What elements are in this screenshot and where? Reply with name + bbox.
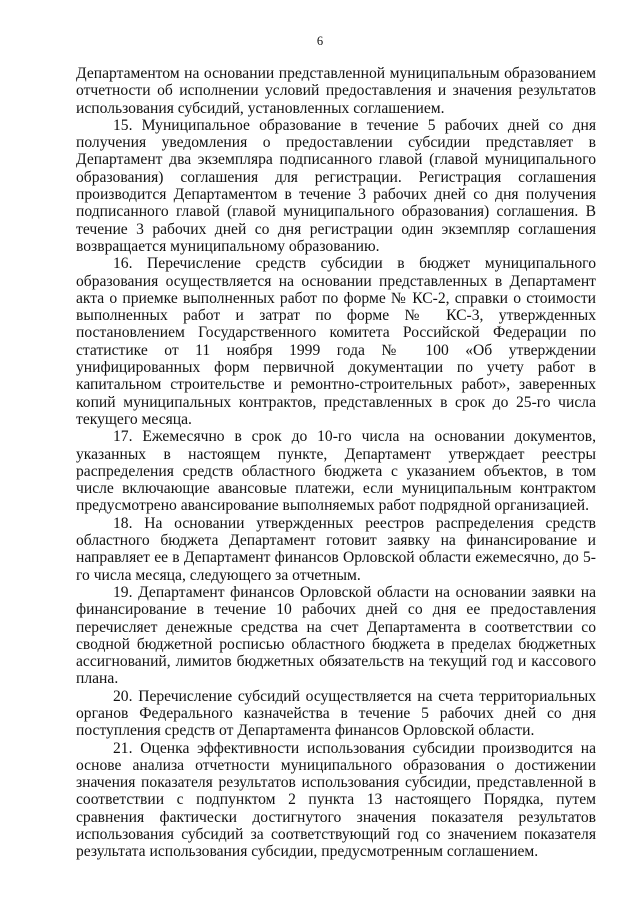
paragraph-18: 18. На основании утвержденных реестров распределения средств областного бюджета Департамент готовит заявку на финансирование и направляет ее в Департамент финансов Орловской области ежемесячно, до 5-го числа месяца, следующего за отчетным. [76, 514, 596, 584]
paragraph-continuation: Департаментом на основании представленной муниципальным образованием отчетности об исполнении условий предоставления и значения результатов использования субсидий, установленных соглашением. [76, 65, 596, 117]
paragraph-21: 21. Оценка эффективности использования субсидии производится на основе анализа отчетности муниципального образования о достижении значения показателя результатов использования субсидии, представленной в соответствии с подпунктом 2 пункта 13 настоящего Порядка, путем сравнения фактически достигнутого значения показателя результатов использования субсидий за соответствующий год со значением показателя результата использования субсидии, предусмотренным соглашением. [76, 739, 596, 861]
paragraph-19: 19. Департамент финансов Орловской области на основании заявки на финансирование в течение 10 рабочих дней со дня ее предоставления перечисляет денежные средства на счет Департамента в соответствии со сводной бюджетной росписью областного бюджета в пределах бюджетных ассигнований, лимитов бюджетных обязательств на текущий год и кассового плана. [76, 583, 596, 688]
paragraph-15: 15. Муниципальное образование в течение 5 рабочих дней со дня получения уведомления о предоставлении субсидии представляет в Департамент два экземпляра подписанного главой (главой муниципального образования) соглашения для регистрации. Регистрация соглашения производится Департаментом в течение 3 рабочих дней со дня получения подписанного главой (главой муниципального образования) соглашения. В течение 3 рабочих дней со дня регистрации один экземпляр соглашения возвращается муниципальному образованию. [76, 116, 596, 255]
paragraph-17: 17. Ежемесячно в срок до 10-го числа на основании документов, указанных в настоящем пункте, Департамент утверждает реестры распределения средств областного бюджета с указанием объектов, в том числе включающие авансовые платежи, если муниципальным контрактом предусмотрено авансирование выполняемых работ подрядной организацией. [76, 428, 596, 515]
paragraph-16: 16. Перечисление средств субсидии в бюджет муниципального образования осуществляется на основании представленных в Департамент акта о приемке выполненных работ по форме № КС-2, справки о стоимости выполненных работ и затрат по форме № КС-3, утвержденных постановлением Государственного комитета Российской Федерации по статистике от 11 ноября 1999 года № 100 «Об утверждении унифицированных форм первичной документации по учету работ в капитальном строительстве и ремонтно-строительных работ», заверенных копий муниципальных контрактов, представленных в срок до 25-го числа текущего месяца. [76, 255, 596, 428]
document-body [76, 65, 596, 861]
page-number: 6 [316, 34, 324, 48]
paragraph-20: 20. Перечисление субсидий осуществляется на счета территориальных органов Федерального казначейства в течение 5 рабочих дней со дня поступления средств от Департамента финансов Орловской области. [76, 687, 596, 740]
